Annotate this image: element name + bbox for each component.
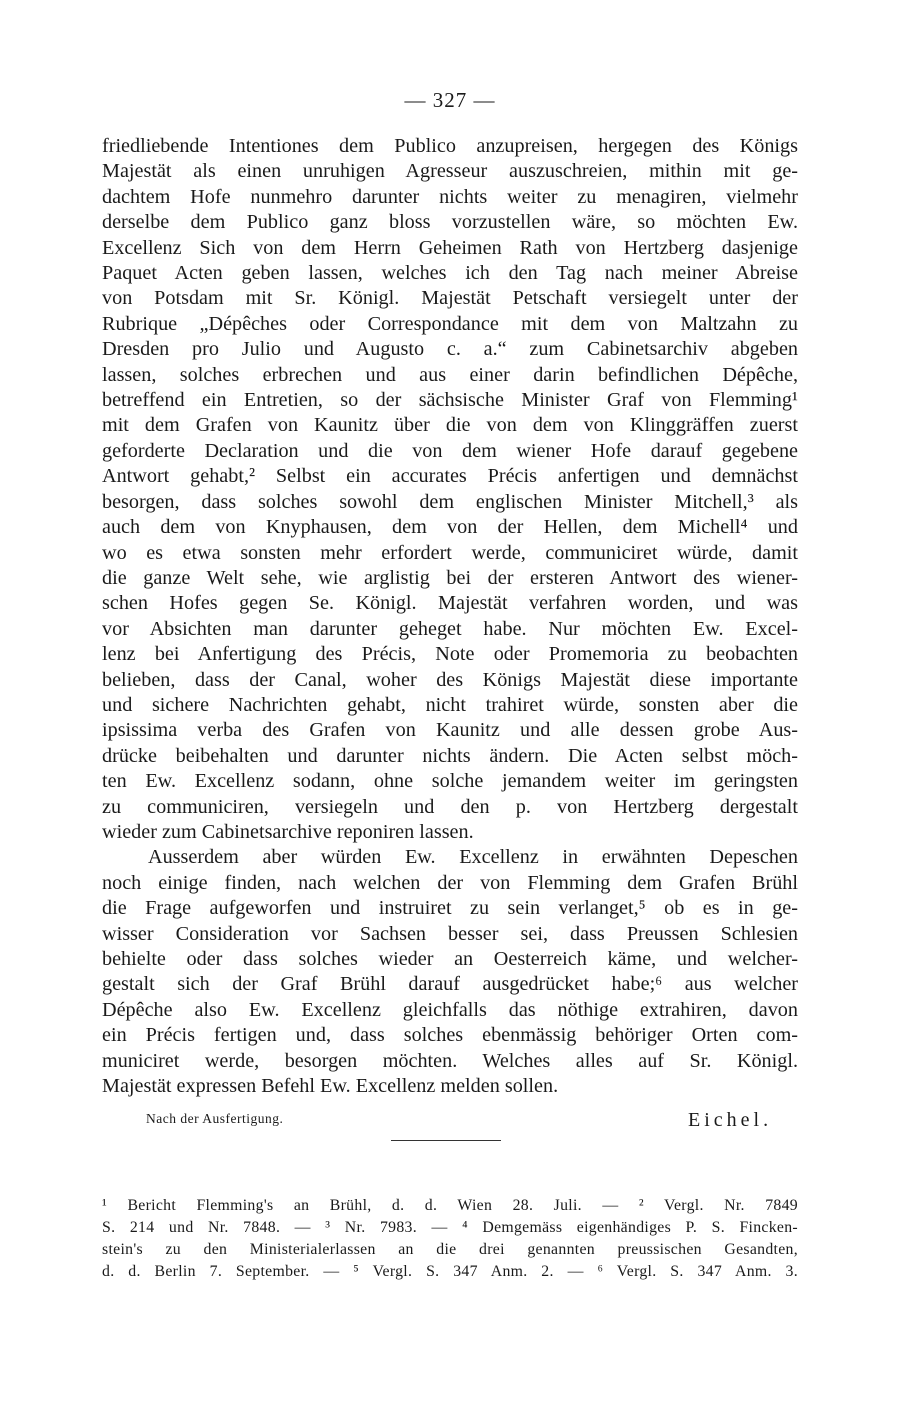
text-line: die ganze Welt sehe, wie arglistig bei der ersteren Antwort des wiener- xyxy=(102,566,798,589)
text-line: Antwort gehabt,² Selbst ein accurates Précis anfertigen und demnächst xyxy=(102,465,798,488)
footnote-line: stein's zu den Ministerialerlassen an die drei genannten preussischen Gesandten, xyxy=(102,1241,798,1258)
text-line: Dresden pro Julio und Augusto c. a.“ zum Cabinetsarchiv abgeben xyxy=(102,338,798,361)
text-line: friedliebende Intentiones dem Publico anzupreisen, hergegen des Königs xyxy=(102,135,798,157)
text-line: zu communiciren, versiegeln und den p. von Hertzberg dergestalt xyxy=(102,795,798,818)
footnote-line: d. d. Berlin 7. September. — ⁵ Vergl. S. 347 Anm. 2. — ⁶ Vergl. S. 347 Anm. 3. xyxy=(102,1263,798,1280)
text-line: noch einige finden, nach welchen der von Flemming dem Grafen Brühl xyxy=(102,871,798,894)
text-line: die Frage aufgeworfen und instruiret zu sein verlanget,⁵ ob es in ge- xyxy=(102,897,798,920)
page-number: — 327 — xyxy=(404,88,496,112)
text-line: Dépêche also Ew. Excellenz gleichfalls das nöthige extrahiren, davon xyxy=(102,998,798,1021)
text-line: dachtem Hofe nunmehro darunter nichts weiter zu menagiren, vielmehr xyxy=(102,185,798,208)
text-line: Paquet Acten geben lassen, welches ich den Tag nach meiner Abreise xyxy=(102,262,798,285)
text-line: lenz bei Anfertigung des Précis, Note oder Promemoria zu beobachten xyxy=(102,643,798,666)
text-line: geforderte Declaration und die von dem wiener Hofe darauf gegebene xyxy=(102,439,798,462)
text-line: besorgen, dass solches sowohl dem englischen Minister Mitchell,³ als xyxy=(102,490,798,513)
footnote-line: S. 214 und Nr. 7848. — ³ Nr. 7983. — ⁴ Demgemäss eigenhändiges P. S. Fincken- xyxy=(102,1219,798,1236)
text-line: Ausserdem aber würden Ew. Excellenz in erwähnten Depeschen xyxy=(148,846,798,869)
footnotes xyxy=(102,1195,798,1283)
footnote-separator xyxy=(391,1140,501,1141)
text-line: von Potsdam mit Sr. Königl. Majestät Petschaft versiegelt unter der xyxy=(102,287,798,310)
signature: Eichel. xyxy=(688,1109,773,1131)
text-line: lassen, solches erbrechen und aus einer darin befindlichen Dépêche, xyxy=(102,363,798,386)
text-line: behielte oder dass solches wieder an Oesterreich käme, und welcher- xyxy=(102,948,798,970)
text-line: derselbe dem Publico ganz bloss vorzustellen wäre, so möchten Ew. xyxy=(102,211,798,234)
text-line: vor Absichten man darunter geheget habe. Nur möchten Ew. Excel- xyxy=(102,617,798,640)
text-line: ipsissima verba des Grafen von Kaunitz und alle dessen grobe Aus- xyxy=(102,719,798,742)
text-line: wo es etwa sonsten mehr erfordert werde, communiciret würde, damit xyxy=(102,541,798,564)
text-line: ten Ew. Excellenz sodann, ohne solche jemandem weiter im geringsten xyxy=(102,770,798,793)
text-line: Excellenz Sich von dem Herrn Geheimen Rath von Hertzberg dasjenige xyxy=(102,236,798,259)
source-note: Nach der Ausfertigung. xyxy=(146,1111,284,1126)
text-line: und sichere Nachrichten gehabt, nicht trahiret würde, sonsten aber die xyxy=(102,693,798,716)
text-line: gestalt sich der Graf Brühl darauf ausgedrücket habe;⁶ aus welcher xyxy=(102,973,798,996)
text-line: belieben, dass der Canal, woher des Königs Majestät diese importante xyxy=(102,668,798,691)
text-line: ein Précis fertigen und, dass solches ebenmässig behöriger Orten com- xyxy=(102,1024,798,1047)
text-line: Majestät als einen unruhigen Agresseur auszuschreien, mithin mit ge- xyxy=(102,160,798,183)
text-line: wisser Consideration vor Sachsen besser sei, dass Preussen Schlesien xyxy=(102,922,798,945)
text-line: Rubrique „Dépêches oder Correspondance mit dem von Maltzahn zu xyxy=(102,312,798,335)
text-line: schen Hofes gegen Se. Königl. Majestät verfahren worden, und was xyxy=(102,592,798,615)
body-text xyxy=(102,134,798,1099)
text-line: municiret werde, besorgen möchten. Welches alles auf Sr. Königl. xyxy=(102,1049,798,1072)
text-line: betreffend ein Entretien, so der sächsische Minister Graf von Flemming¹ xyxy=(102,389,798,412)
text-line: wieder zum Cabinetsarchive reponiren lassen. xyxy=(102,820,474,843)
text-line: Majestät expressen Befehl Ew. Excellenz melden sollen. xyxy=(102,1075,559,1098)
text-line: mit dem Grafen von Kaunitz über die von dem von Klinggräffen zuerst xyxy=(102,414,798,437)
text-line: drücke beibehalten und darunter nichts ändern. Die Acten selbst möch- xyxy=(102,744,798,767)
text-line: auch dem von Knyphausen, dem von der Hellen, dem Michell⁴ und xyxy=(102,516,798,539)
footnote-line: ¹ Bericht Flemming's an Brühl, d. d. Wien 28. Juli. — ² Vergl. Nr. 7849 xyxy=(102,1197,798,1214)
